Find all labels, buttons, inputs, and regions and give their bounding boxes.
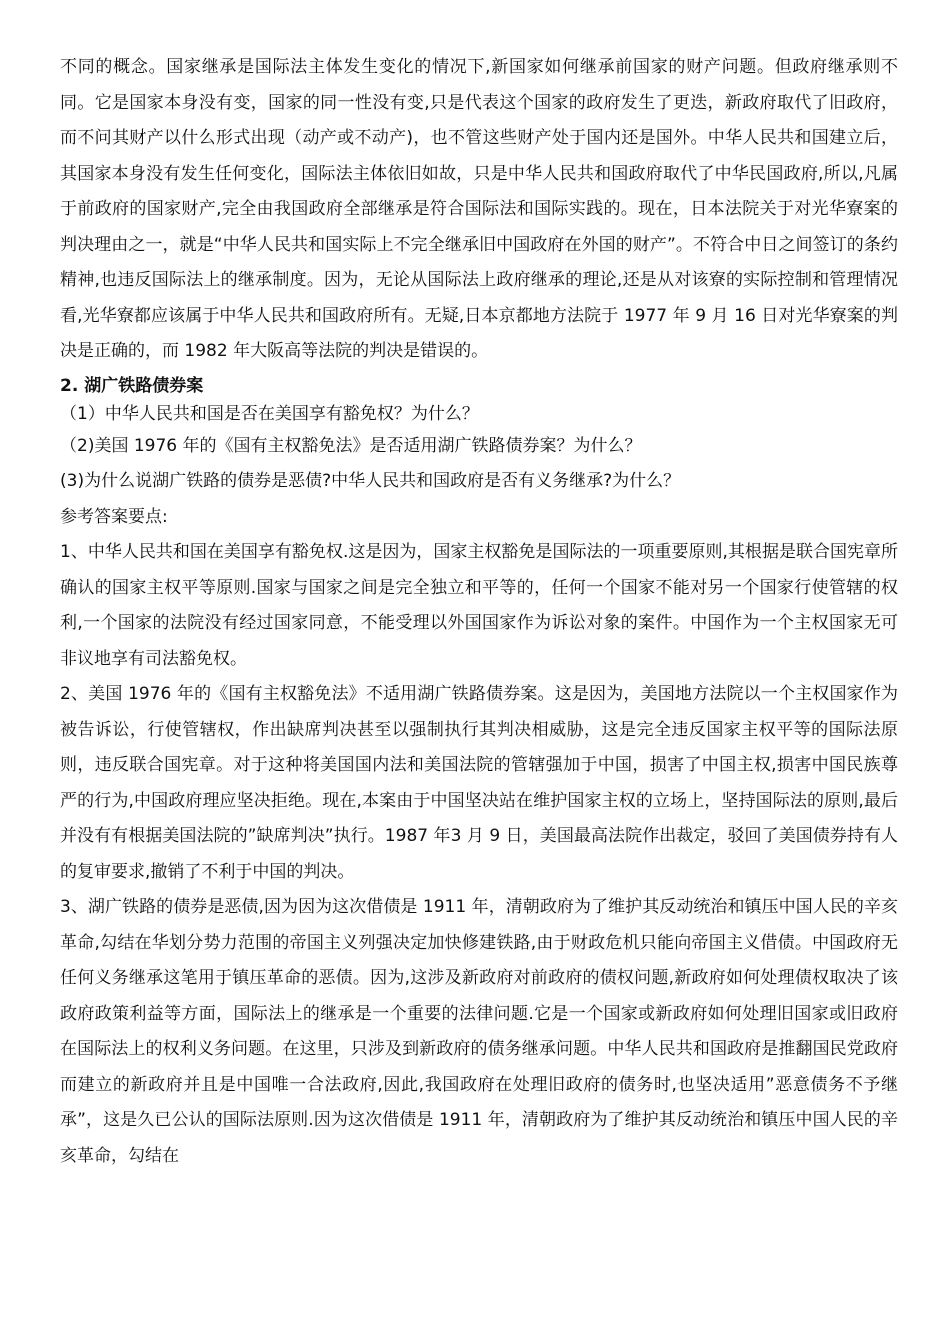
question-2: （2)美国 1976 年的《国有主权豁免法》是否适用湖广铁路债券案？为什么？ [60, 435, 642, 456]
document-page [60, 50, 898, 1174]
paragraph-government-succession: 不同的概念。国家继承是国际法主体发生变化的情况下,新国家如何继承前国家的财产问题。但政府继承则不同。它是国家本身没有变，国家的同一性没有变,只是代表这个国家的政府发生了更迭，新政府取代了旧政府，而不问其财产以什么形式出现（动产或不动产)，也不管这些财产处于国内还是国外。中华人民共和国建立后，其国家本身没有发生任何变化，国际法主体依旧如故，只是中华人民共和国政府取代了中华民国政府,所以,凡属于前政府的国家财产,完全由我国政府全部继承是符合国际法和国际实践的。现在，日本法院关于对光华寮案的判决理由之一，就是“中华人民共和国实际上不完全继承旧中国政府在外国的财产”。不符合中日之间签订的条约精神,也违反国际法上的继承制度。因为，无论从国际法上政府继承的理论,还是从对该寮的实际控制和管理情况看,光华寮都应该属于中华人民共和国政府所有。无疑,日本京都地方法院于 1977 年 9 月 16 日对光华寮案的判决是正确的，而 1982 年大阪高等法院的判决是错误的。 [60, 57, 898, 361]
answer-2: 2、美国 1976 年的《国有主权豁免法》不适用湖广铁路债券案。这是因为，美国地方法院以一个主权国家作为被告诉讼，行使管辖权，作出缺席判决甚至以强制执行其判决相威胁，这是完全违反国家主权平等的国际法原则，违反联合国宪章。对于这种将美国国内法和美国法院的管辖强加于中国，损害了中国主权,损害中国民族尊严的行为,中国政府理应坚决拒绝。现在,本案由于中国坚决站在维护国家主权的立场上，坚持国际法的原则,最后并没有有根据美国法院的”缺席判决”执行。1987 年3 月 9 日，美国最高法院作出裁定，驳回了美国债券持有人的复审要求,撤销了不利于中国的判决。 [60, 684, 898, 882]
answer-label: 参考答案要点: [60, 506, 168, 527]
question-3: (3)为什么说湖广铁路的债券是恶债?中华人民共和国政府是否有义务继承?为什么？ [60, 471, 681, 491]
case-heading-huguang-railway: 2. 湖广铁路债券案 [60, 375, 204, 396]
question-1: （1）中华人民共和国是否在美国享有豁免权？为什么？ [60, 403, 479, 424]
answer-3: 3、湖广铁路的债券是恶债,因为因为这次借债是 1911 年，清朝政府为了维护其反动统治和镇压中国人民的辛亥革命,勾结在华划分势力范围的帝国主义列强决定加快修建铁路,由于财政危机只能向帝国主义借债。中国政府无任何义务继承这笔用于镇压革命的恶债。因为,这涉及新政府对前政府的债权问题,新政府如何处理债权取决了该政府政策利益等方面，国际法上的继承是一个重要的法律问题.它是一个国家或新政府如何处理旧国家或旧政府在国际法上的权利义务问题。在这里，只涉及到新政府的债务继承问题。中华人民共和国政府是推翻国民党政府而建立的新政府并且是中国唯一合法政府,因此,我国政府在处理旧政府的债务时,也坚决适用”恶意债务不予继承”，这是久已公认的国际法原则.因为这次借债是 1911 年，清朝政府为了维护其反动统治和镇压中国人民的辛亥革命，勾结在 [60, 897, 898, 1166]
answer-1: 1、中华人民共和国在美国享有豁免权.这是因为，国家主权豁免是国际法的一项重要原则,其根据是联合国宪章所确认的国家主权平等原则.国家与国家之间是完全独立和平等的，任何一个国家不能对另一个国家行使管辖的权利,一个国家的法院没有经过国家同意，不能受理以外国国家作为诉讼对象的案件。中国作为一个主权国家无可非议地享有司法豁免权。 [60, 542, 898, 669]
